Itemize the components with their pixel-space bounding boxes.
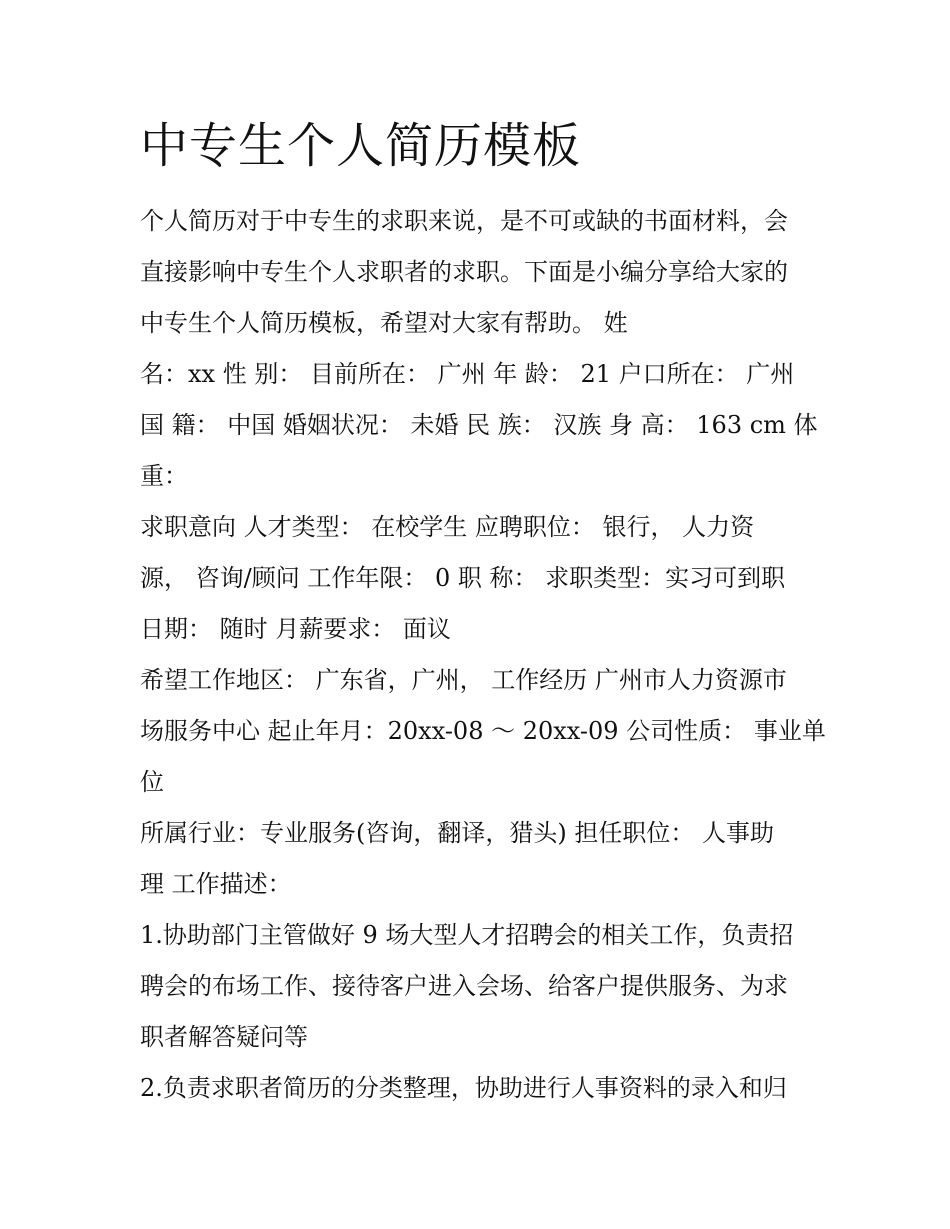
body-line-13: 所属行业：专业服务(咨询，翻译，猎头) 担任职位： 人事助 (140, 819, 774, 847)
document-title: 中专生个人简历模板 (140, 118, 582, 174)
body-line-10: 希望工作地区： 广东省，广州， 工作经历 广州市人力资源市 (140, 666, 787, 694)
body-line-8: 源， 咨询/顾问 工作年限： 0 职 称： 求职类型：实习可到职 (140, 564, 786, 592)
body-line-9: 日期： 随时 月薪要求： 面议 (140, 615, 451, 643)
body-line-17: 职者解答疑问等 (140, 1023, 308, 1051)
body-line-1: 个人简历对于中专生的求职来说，是不可或缺的书面材料，会 (140, 207, 788, 235)
body-line-4: 名：xx 性 别： 目前所在： 广州 年 龄： 21 户口所在： 广州 (140, 360, 795, 388)
body-line-2: 直接影响中专生个人求职者的求职。下面是小编分享给大家的 (140, 258, 788, 286)
body-line-11: 场服务中心 起止年月：20xx-08 ～ 20xx-09 公司性质： 事业单 (140, 717, 826, 745)
body-line-18: 2.负责求职者简历的分类整理，协助进行人事资料的录入和归 (140, 1074, 787, 1102)
body-line-6: 重： (140, 462, 188, 490)
body-line-15: 1.协助部门主管做好 9 场大型人才招聘会的相关工作，负责招 (140, 921, 794, 949)
body-line-3: 中专生个人简历模板，希望对大家有帮助。 姓 (140, 309, 628, 337)
body-line-5: 国 籍： 中国 婚姻状况： 未婚 民 族： 汉族 身 高： 163 cm 体 (140, 411, 818, 439)
body-line-14: 理 工作描述： (140, 870, 292, 898)
body-line-7: 求职意向 人才类型： 在校学生 应聘职位： 银行， 人力资 (140, 513, 755, 541)
body-line-12: 位 (140, 768, 164, 796)
body-line-16: 聘会的布场工作、接待客户进入会场、给客户提供服务、为求 (140, 972, 788, 1000)
